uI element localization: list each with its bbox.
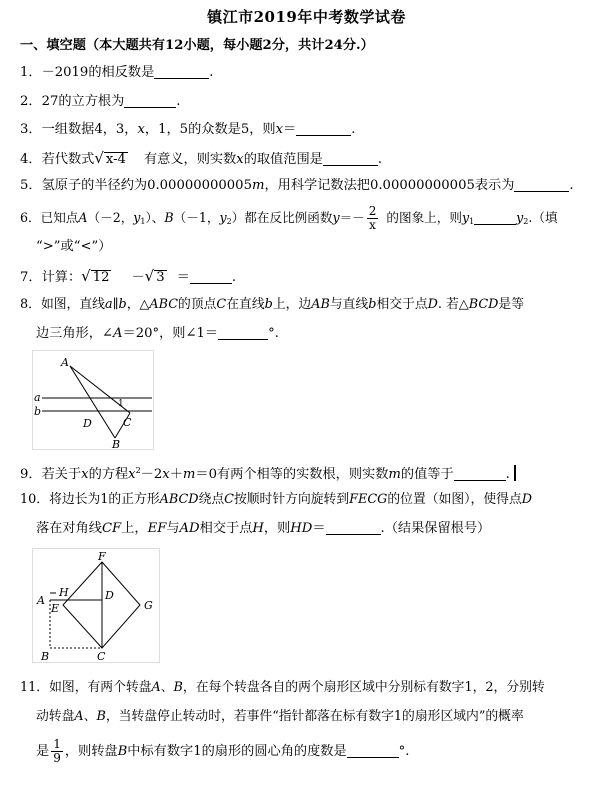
question-text: －2019的相反数是 [41,65,155,80]
figure-frame [33,351,154,450]
variable: B [117,744,128,759]
question-text: 若关于 [41,467,82,482]
question-text: 边三角形，∠ [36,326,113,341]
variable: AB [311,297,330,312]
variable: HD [290,521,313,536]
question-3 [20,121,355,139]
label-B: B [112,438,121,450]
numerator: 2 [368,204,377,218]
variable: b [118,297,127,312]
variable: ABC [149,297,179,312]
question-text: ，用科学记数法把0.00000000005表示为 [264,178,515,193]
variable: D [521,492,533,507]
variable: b [264,297,273,312]
period: . [209,65,214,80]
operator: ∥ [112,297,119,312]
variable: x [137,122,145,137]
variable: CF [101,521,122,536]
question-text: 已知点 [40,210,79,225]
period: . [377,152,383,167]
question-10 [20,491,532,509]
figure-rotated-square [32,548,160,663]
question-text: 将边长为1的正方形 [49,492,160,507]
question-number: 10． [20,492,50,507]
question-text: ，在每个转盘各自的两个扇形区域中分别标有数字1，2，分别转 [182,680,545,695]
variable: A [151,680,161,695]
question-text: 是 [36,744,50,759]
label-b: b [34,405,42,418]
question-number: 8． [20,297,41,312]
answer-blank[interactable] [326,520,381,535]
variable: A [113,326,123,341]
question-text: 如图，有两个转盘 [49,680,152,695]
question-11-line2 [36,708,524,726]
question-text: 27的立方根为 [41,94,125,109]
question-number: 4． [20,152,42,167]
text-cursor [514,465,516,481]
operator: － [131,270,145,285]
question-text: 一组数据4，3， [41,122,138,137]
variable: x [81,467,89,482]
label-angle-1: 1 [118,399,124,409]
radical-sign: √ [94,149,104,167]
question-text: ，则转盘 [64,744,118,759]
answer-blank[interactable] [154,64,209,79]
variable: H [252,521,264,536]
variable: x [162,467,170,482]
question-text: °. [398,744,410,759]
question-text: . 若△ [437,297,469,312]
period: . [505,467,510,482]
question-text: （－2， [87,210,134,225]
subscript: 1 [469,217,475,226]
question-text: 的值等于 [400,467,454,482]
variable: C [216,297,227,312]
variable: y [219,210,227,225]
question-6-line2: “>”或“<”） [36,239,112,254]
question-10-line2 [36,520,490,538]
variable: y [133,210,141,225]
question-text: ）、 [145,210,165,225]
numerator: 1 [53,737,61,751]
variable: y [332,210,340,225]
answer-blank[interactable] [190,269,232,284]
variable: B [173,680,183,695]
label-A: A [61,356,69,369]
variable: EF [147,521,167,536]
variable: m [388,467,401,482]
subscript: 1 [140,217,146,226]
question-text: ）都在反比例函数 [231,210,333,225]
question-1 [20,64,213,82]
question-text: 与 [166,521,180,536]
question-7 [20,267,236,287]
variable: C [224,492,234,507]
question-5 [20,177,574,195]
label-D: D [105,589,114,602]
figure-parallel-lines-triangle [32,350,154,450]
question-text: 、 [160,680,174,695]
question-text: 绕点 [198,492,225,507]
question-text: 的顶点 [178,297,217,312]
label-C: C [97,650,106,663]
answer-blank[interactable] [296,121,351,136]
variable: FECG [349,492,388,507]
question-text: ，当转盘停止转动时，若事件“指针都落在标有数字1的扇形区域内”的概率 [105,709,524,724]
period: . [569,178,574,193]
question-8-line2 [36,325,279,343]
question-9 [20,462,516,484]
label-H: H [59,586,69,599]
radicand: 12 [92,270,110,285]
question-number: 2． [20,94,42,109]
subscript: 2 [226,217,232,226]
section-heading: 一、填空题（本大题共有12小题，每小题2分，共计24分.） [20,38,374,53]
question-2 [20,93,181,111]
operator: ＝ [176,270,190,285]
answer-blank[interactable] [347,743,399,758]
radicand: x-4 [105,152,126,167]
variable: B [96,709,106,724]
variable: y [516,210,524,225]
question-text: 如图，直线 [40,297,105,312]
question-11 [20,679,545,697]
question-text: 按顺时针方向旋转到 [233,492,350,507]
question-text: ＝ [312,521,326,536]
question-number: 11． [20,680,50,695]
variable: x [236,152,244,167]
question-number: 1． [20,65,42,80]
question-text: 是等 [498,297,524,312]
question-text: ，△ [126,297,150,312]
label-E: E [51,602,60,615]
denominator: 9 [53,751,61,765]
question-text: 计算： [41,270,82,285]
question-text: 相交于点 [376,297,428,312]
question-text: 上，边 [272,297,312,312]
question-text: ＝0有两个相等的实数根，则实数 [195,467,389,482]
variable: D [427,297,438,312]
variable: x [275,122,284,137]
page-title: 镇江市2019年中考数学试卷 [207,8,406,26]
period: . [351,122,356,137]
label-B: B [41,650,50,663]
question-text: 相交于点 [199,521,253,536]
label-A: A [37,594,45,607]
question-text: 氢原子的半径约为0.00000000005 [41,178,252,193]
exponent: 2 [135,466,141,475]
label-D: D [83,417,92,430]
question-11-line3 [36,738,409,765]
answer-blank[interactable] [474,210,516,225]
subscript: 2 [523,217,529,226]
question-text: （－1， [173,210,220,225]
period: . [176,94,181,109]
variable: x [128,467,136,482]
radical-sign: √ [81,267,91,285]
question-4 [20,149,382,169]
question-text: 的方程 [88,467,129,482]
question-text: 与直线 [329,297,369,312]
radicand: 3 [156,270,165,285]
answer-blank[interactable] [514,177,569,192]
unit: m [251,178,265,193]
denominator: x [369,218,376,232]
radical-sign: √ [144,267,155,285]
question-text: 中标有数字1的扇形的圆心角的度数是 [127,744,347,759]
fraction [51,738,63,765]
question-text: 的位置（如图），使得点 [387,492,522,507]
question-number: 9． [20,467,42,482]
variable: AD [179,521,200,536]
answer-blank[interactable] [124,93,176,108]
question-text: 在直线 [226,297,265,312]
label-C: C [123,416,132,429]
variable: a [104,297,113,312]
label-a: a [34,391,41,404]
question-8 [20,296,524,314]
answer-blank[interactable] [323,151,378,166]
variable: b [368,297,377,312]
question-text: ＝－ [339,210,365,225]
variable: ABCD [159,492,199,507]
variable: y [461,210,470,225]
question-text: ＝20°，则∠1＝ [122,326,219,341]
question-text: 、 [83,709,97,724]
point-label: B [164,210,174,225]
question-text: ＝ [283,122,297,137]
question-text: °. [268,326,279,341]
question-number: 5． [20,178,42,193]
question-text: ，1，5的众数是5，则 [144,122,276,137]
question-text: ，则 [263,521,291,536]
question-text: 的取值范围是 [243,152,323,167]
period: . [231,270,237,285]
question-text: 落在对角线 [36,521,102,536]
question-text: －2 [140,467,163,482]
question-text: .（填 [528,210,558,225]
answer-blank[interactable] [218,325,268,340]
fraction [367,205,379,232]
variable: BCD [468,297,499,312]
label-G: G [144,599,153,612]
label-F: F [98,550,106,563]
question-number: 6． [20,210,41,225]
point-label: A [78,210,88,225]
question-text: 有意义，则实数 [143,152,237,167]
question-text: 上， [121,521,148,536]
question-text: 若代数式 [41,152,95,167]
operator: ＋ [169,467,183,482]
answer-blank[interactable] [454,466,506,481]
question-6 [20,205,558,232]
question-number: 3． [20,122,42,137]
question-text: 动转盘 [36,709,75,724]
question-number: 7． [20,270,42,285]
variable: m [182,467,196,482]
variable: A [74,709,84,724]
question-text: .（结果保留根号） [380,521,491,536]
question-text: 的图象上，则 [386,210,462,225]
